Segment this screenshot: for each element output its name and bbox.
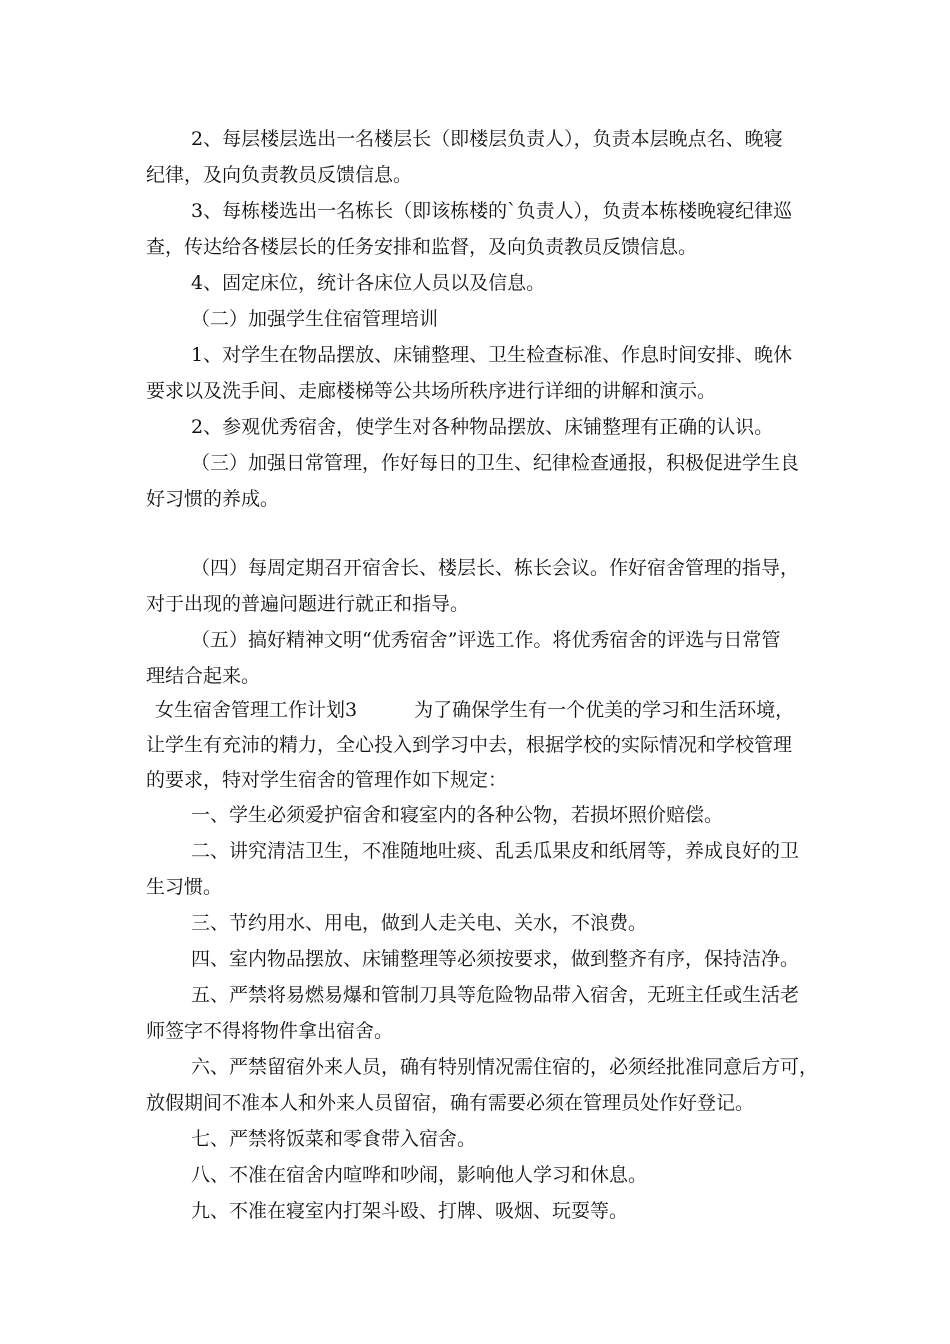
plan-title-line: 女生宿舍管理工作计划3 为了确保学生有一个优美的学习和生活环境， [155,699,795,721]
text-line: 3、每栋楼选出一名栋长（即该栋楼的`负责人），负责本栋楼晚寝纪律巡 [191,200,793,222]
rule-item: 一、学生必须爱护宿舍和寝室内的各种公物，若损坏照价赔偿。 [191,804,724,826]
rule-item: 八、不准在宿舍内喧哗和吵闹，影响他人学习和休息。 [191,1164,648,1186]
text-line: 的要求，特对学生宿舍的管理作如下规定： [146,769,508,791]
text-line: 让学生有充沛的精力，全心投入到学习中去，根据学校的实际情况和学校管理 [146,734,793,756]
rule-item: 九、不准在寝室内打架斗殴、打牌、吸烟、玩耍等。 [191,1200,629,1222]
text-line: 1、对学生在物品摆放、床铺整理、卫生检查标准、作息时间安排、晚休 [191,344,793,366]
text-line: 师签字不得将物件拿出宿舍。 [146,1020,394,1042]
text-line: 查，传达给各楼层长的任务安排和监督，及向负责教员反馈信息。 [146,236,698,258]
rule-item: 七、严禁将饭菜和零食带入宿舍。 [191,1128,477,1150]
rule-item: 六、严禁留宿外来人员，确有特别情况需住宿的，必须经批准同意后方可， [191,1056,819,1078]
section-heading: （五）搞好精神文明“优秀宿舍”评选工作。将优秀宿舍的评选与日常管 [191,629,781,651]
text-line: 理结合起来。 [146,665,261,687]
text-line: 好习惯的养成。 [146,488,280,510]
text-line: 要求以及洗手间、走廊楼梯等公共场所秩序进行详细的讲解和演示。 [146,380,717,402]
rule-item: 五、严禁将易燃易爆和管制刀具等危险物品带入宿舍，无班主任或生活老 [191,984,800,1006]
section-heading: （三）加强日常管理，作好每日的卫生、纪律检查通报，积极促进学生良 [191,452,800,474]
text-line: 2、每层楼层选出一名楼层长（即楼层负责人），负责本层晚点名、晚寝 [191,128,783,150]
text-line: 4、固定床位，统计各床位人员以及信息。 [191,272,546,294]
section-heading: （四）每周定期召开宿舍长、楼层长、栋长会议。作好宿舍管理的指导， [191,557,800,579]
section-heading: （二）加强学生住宿管理培训 [191,308,439,330]
text-line: 对于出现的普遍问题进行就正和指导。 [146,593,470,615]
text-line: 放假期间不准本人和外来人员留宿，确有需要必须在管理员处作好登记。 [146,1092,755,1114]
text-line: 2、参观优秀宿舍，使学生对各种物品摆放、床铺整理有正确的认识。 [191,416,774,438]
text-line: 生习惯。 [146,876,223,898]
rule-item: 二、讲究清洁卫生，不准随地吐痰、乱丢瓜果皮和纸屑等，养成良好的卫 [191,840,800,862]
rule-item: 三、节约用水、用电，做到人走关电、关水，不浪费。 [191,912,648,934]
text-line: 纪律，及向负责教员反馈信息。 [146,164,413,186]
rule-item: 四、室内物品摆放、床铺整理等必须按要求，做到整齐有序，保持洁净。 [191,948,800,970]
